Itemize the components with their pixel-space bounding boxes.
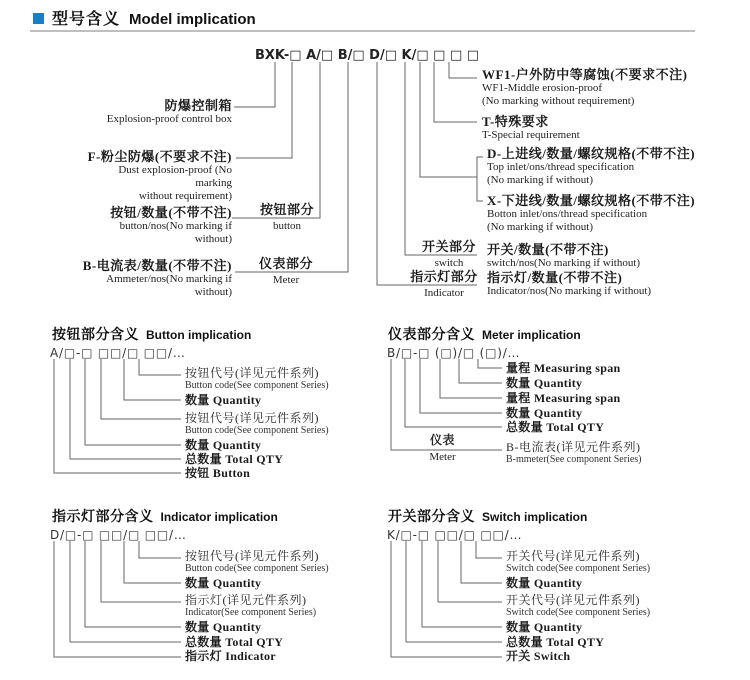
part-label-meter-en: Meter <box>272 274 300 286</box>
part-label-indicator-zh: 指示灯部分 <box>410 269 478 284</box>
label-wf1: WF1-户外防中等腐蚀(不要求不注) WF1-Middle erosion-proof (No marking without requirement) <box>482 67 688 107</box>
part-label-meter-zh: 仪表部分 <box>258 256 313 271</box>
button-label-total-qty: 总数量 Total QTY <box>185 452 284 466</box>
meter-label-total-qty: 总数量 Total QTY <box>506 420 605 434</box>
label-explosion-proof-box: 防爆控制箱 Explosion-proof control box <box>106 98 232 125</box>
switch-label-quantity-2: 数量 Quantity <box>506 620 583 634</box>
button-label-quantity-1: 数量 Quantity <box>185 393 262 407</box>
meter-section-formula: B/□-□ (□)/□ (□)/… <box>387 346 521 360</box>
part-label-indicator-en: Indicator <box>424 287 464 299</box>
indicator-label-quantity-1: 数量 Quantity <box>185 576 262 590</box>
meter-label-ammeter: B-电流表(详见元件系列) B-mmeter(See component Series) <box>506 440 642 465</box>
indicator-label-indicator-code: 指示灯(详见元件系列) Indicator(See component Series) <box>185 593 317 618</box>
meter-label-span-2: 量程 Measuring span <box>506 391 621 405</box>
indicator-section-formula: D/□-□ □□/□ □□/… <box>50 528 187 542</box>
indicator-label-indicator: 指示灯 Indicator <box>185 649 276 663</box>
switch-label-quantity-1: 数量 Quantity <box>506 576 583 590</box>
indicator-label-quantity-2: 数量 Quantity <box>185 620 262 634</box>
label-switch-qty: 开关/数量(不带不注) switch/nos(No marking if without) <box>487 242 641 269</box>
header-divider <box>30 30 695 32</box>
meter-anchor-zh: 仪表 <box>429 433 455 447</box>
indicator-label-total-qty: 总数量 Total QTY <box>185 635 284 649</box>
meter-label-quantity-2: 数量 Quantity <box>506 406 583 420</box>
label-ammeter-qty: B-电流表/数量(不带不注) Ammeter/nos(No marking if without) <box>82 258 232 298</box>
section-bullet-icon <box>33 13 44 24</box>
button-label-code-2: 按钮代号(详见元件系列) Button code(See component Series) <box>185 411 329 436</box>
switch-label-total-qty: 总数量 Total QTY <box>506 635 605 649</box>
meter-anchor-en: Meter <box>429 451 456 463</box>
switch-section-formula: K/□-□ □□/□ □□/… <box>387 528 523 542</box>
meter-label-span-1: 量程 Measuring span <box>506 361 621 375</box>
label-top-inlet: D-上进线/数量/螺纹规格(不带不注) Top inlet/ons/thread specification (No marking if without) <box>487 146 696 186</box>
button-label-code-1: 按钮代号(详见元件系列) Button code(See component Series) <box>185 366 329 391</box>
switch-label-code-2: 开关代号(详见元件系列) Switch code(See component Series) <box>506 593 651 618</box>
part-label-switch-en: switch <box>434 257 464 269</box>
part-label-switch-zh: 开关部分 <box>421 239 476 254</box>
page-title-en: Model implication <box>129 11 256 28</box>
page-title <box>52 6 256 29</box>
button-label-button: 按钮 Button <box>185 466 251 480</box>
meter-label-quantity-1: 数量 Quantity <box>506 376 583 390</box>
label-dust-explosion-proof: F-粉尘防爆(不要求不注) Dust explosion-proof (No marking without requirement) <box>87 149 232 202</box>
button-section-heading: 按钮部分含义 Button implication <box>52 328 252 343</box>
part-label-button-zh: 按钮部分 <box>259 202 314 217</box>
switch-label-switch: 开关 Switch <box>506 649 571 663</box>
switch-label-code-1: 开关代号(详见元件系列) Switch code(See component Series) <box>506 549 651 574</box>
button-section-formula: A/□-□ □□/□ □□/… <box>50 346 186 360</box>
part-label-button-en: button <box>272 220 302 232</box>
switch-section-heading: 开关部分含义 Switch implication <box>388 510 588 525</box>
label-special-requirement: T-特殊要求 T-Special requirement <box>482 114 580 141</box>
label-bottom-inlet: X-下进线/数量/螺纹规格(不带不注) Botton inlet/ons/thread specification (No marking if without) <box>487 193 696 233</box>
meter-section-heading: 仪表部分含义 Meter implication <box>388 328 581 343</box>
button-label-quantity-2: 数量 Quantity <box>185 438 262 452</box>
model-formula: BXK-□ A/□ B/□ D/□ K/□ □ □ □ <box>255 48 480 63</box>
label-indicator-qty: 指示灯/数量(不带不注) Indicator/nos(No marking if without) <box>487 270 652 297</box>
page-title-zh: 型号含义 <box>52 11 121 28</box>
label-button-qty: 按钮/数量(不带不注) button/nos(No marking if without) <box>110 205 232 245</box>
indicator-section-heading: 指示灯部分含义 Indicator implication <box>52 510 278 525</box>
indicator-label-code-1: 按钮代号(详见元件系列) Button code(See component Series) <box>185 549 329 574</box>
